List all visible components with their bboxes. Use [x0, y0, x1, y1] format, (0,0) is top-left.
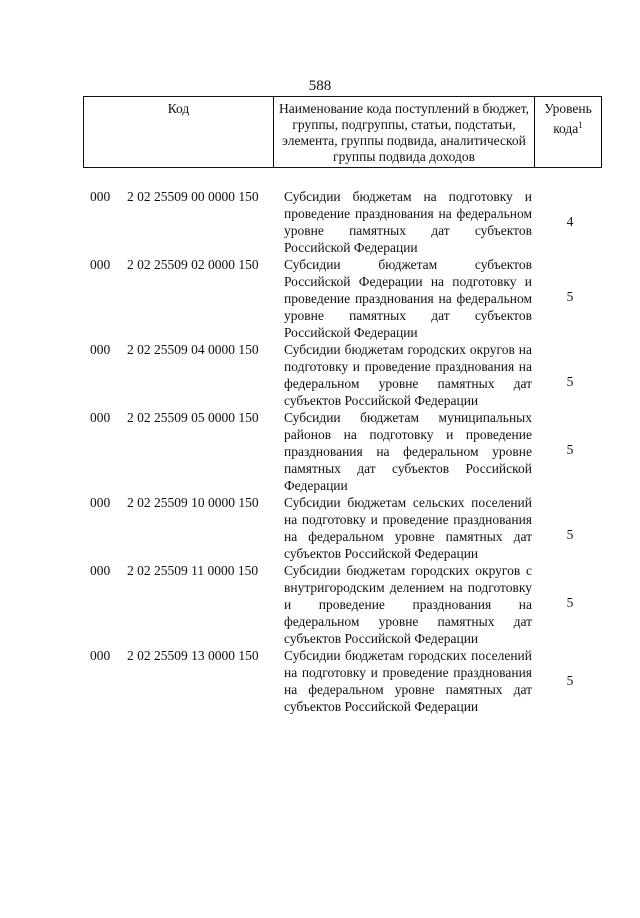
table-header: [83, 96, 602, 168]
row-level: 5: [566, 595, 574, 610]
page-number: 588: [308, 78, 332, 94]
row-admin-code: 000: [90, 563, 111, 578]
header-level-label: Уровень кода: [544, 101, 592, 136]
table-body: [0, 188, 640, 715]
row-admin-code: 000: [90, 189, 111, 204]
row-name: Субсидии бюджетам городских округов на подготовку и проведение празднования на федеральном уровне памятных дат субъектов Российской Федерации: [284, 342, 532, 408]
row-revenue-code: 2 02 25509 11 0000 150: [127, 563, 259, 578]
row-name: Субсидии бюджетам сельских поселений на подготовку и проведение празднования на федеральном уровне памятных дат субъектов Российской Федерации: [284, 495, 532, 561]
row-level: 4: [566, 214, 574, 229]
row-admin-code: 000: [90, 342, 111, 357]
row-level: 5: [566, 442, 574, 457]
table-row: [0, 494, 640, 562]
row-name: Субсидии бюджетам городских округов с внутригородским делением на подготовку и проведение празднования на федеральном уровне памятных дат субъектов Российской Федерации: [284, 563, 532, 646]
row-revenue-code: 2 02 25509 00 0000 150: [127, 189, 259, 204]
row-revenue-code: 2 02 25509 04 0000 150: [127, 342, 259, 357]
table-row: [0, 562, 640, 647]
row-admin-code: 000: [90, 257, 111, 272]
row-name: Субсидии бюджетам на подготовку и проведение празднования на федеральном уровне памятных дат субъектов Российской Федерации: [284, 189, 532, 255]
row-level: 5: [566, 374, 574, 389]
row-level: 5: [566, 289, 574, 304]
row-admin-code: 000: [90, 648, 111, 663]
header-code: Код: [84, 97, 274, 167]
table-row: [0, 256, 640, 341]
row-revenue-code: 2 02 25509 02 0000 150: [127, 257, 259, 272]
header-level-footnote: 1: [578, 120, 583, 130]
row-level: 5: [566, 527, 574, 542]
row-revenue-code: 2 02 25509 10 0000 150: [127, 495, 259, 510]
table-row: [0, 647, 640, 715]
row-revenue-code: 2 02 25509 05 0000 150: [127, 410, 259, 425]
row-admin-code: 000: [90, 495, 111, 510]
table-row: [0, 188, 640, 256]
row-admin-code: 000: [90, 410, 111, 425]
header-name: Наименование кода поступлений в бюджет, группы, подгруппы, статьи, подстатьи, элемента, группы подвида, аналитической группы подвида доходов: [274, 97, 535, 167]
header-level: [535, 97, 601, 167]
row-level: 5: [566, 673, 574, 688]
row-name: Субсидии бюджетам городских поселений на подготовку и проведение празднования на федеральном уровне памятных дат субъектов Российской Федерации: [284, 648, 532, 714]
row-name: Субсидии бюджетам муниципальных районов на подготовку и проведение празднования на федеральном уровне памятных дат субъектов Российской Федерации: [284, 410, 532, 493]
row-name: Субсидии бюджетам субъектов Российской Федерации на подготовку и проведение празднования на федеральном уровне памятных дат субъектов Российской Федерации: [284, 257, 532, 340]
table-row: [0, 341, 640, 409]
row-revenue-code: 2 02 25509 13 0000 150: [127, 648, 259, 663]
table-row: [0, 409, 640, 494]
